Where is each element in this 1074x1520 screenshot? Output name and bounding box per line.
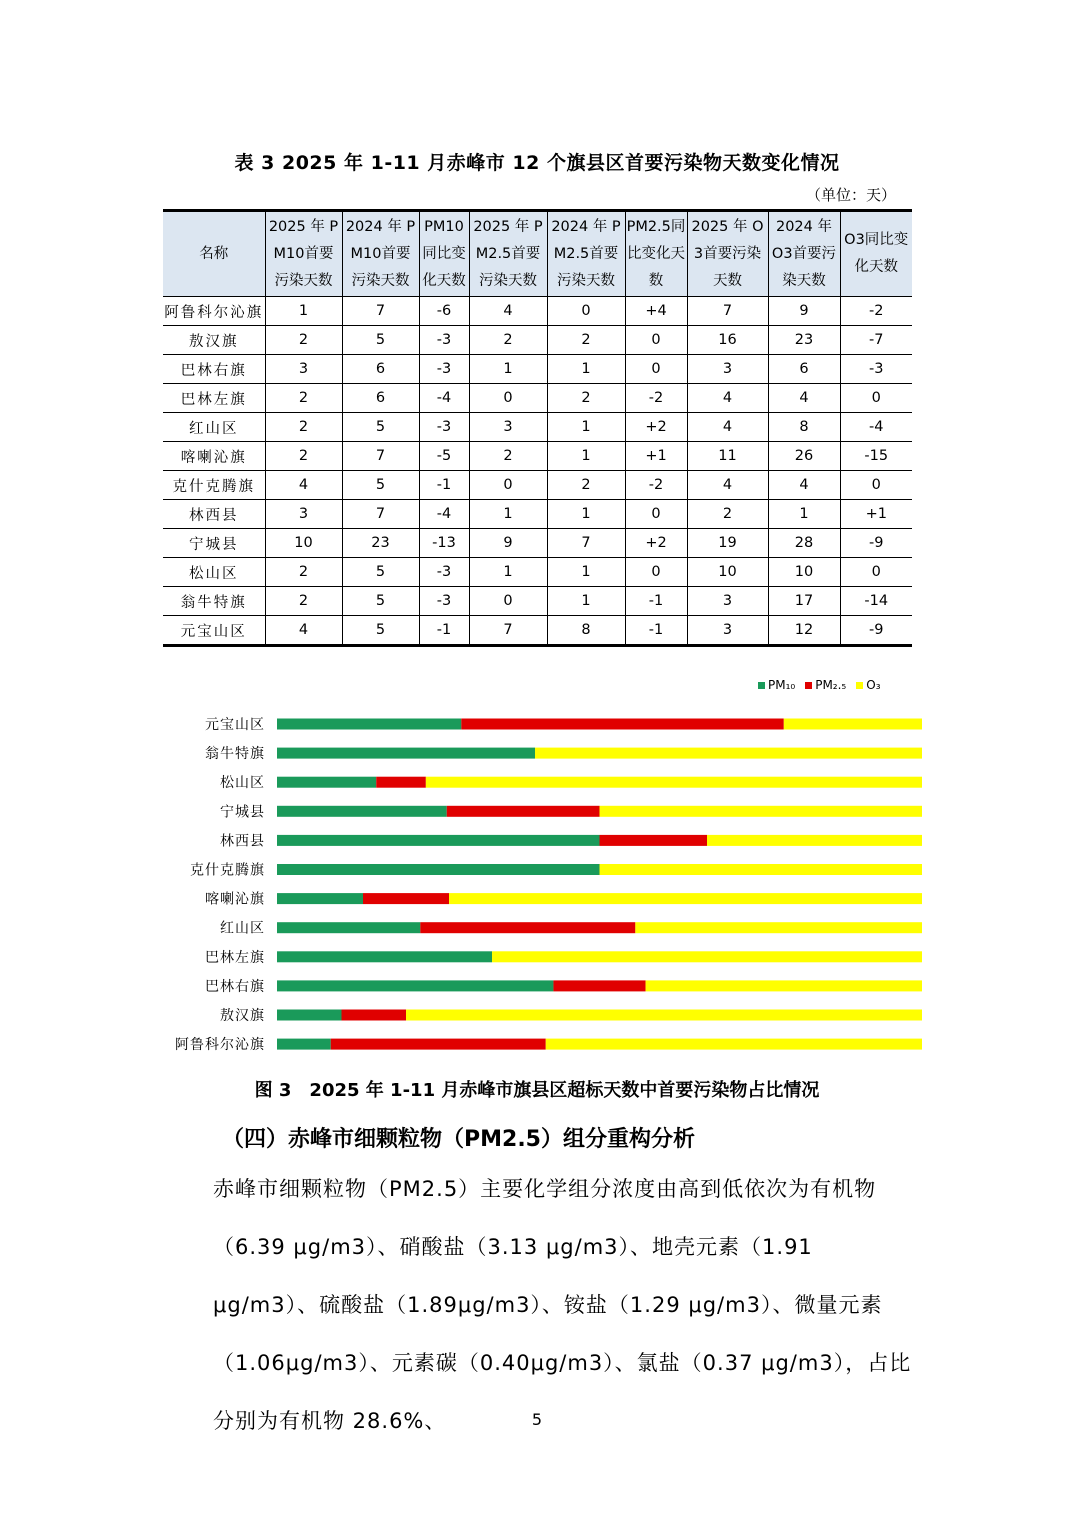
table-cell: 2 bbox=[547, 471, 625, 500]
table-cell-name: 克什克腾旗 bbox=[163, 471, 265, 500]
bar-segment-o3 bbox=[600, 864, 923, 875]
header-o3-2025: 2025 年 O3首要污染天数 bbox=[687, 211, 768, 297]
page-number: 5 bbox=[531, 1410, 543, 1429]
table-cell: 1 bbox=[547, 355, 625, 384]
table-cell: 4 bbox=[687, 384, 768, 413]
table-cell: 4 bbox=[687, 471, 768, 500]
table-cell: 7 bbox=[469, 616, 547, 646]
bar-segment-pm25 bbox=[363, 893, 449, 904]
table-cell: 3 bbox=[687, 587, 768, 616]
table-cell: +1 bbox=[625, 442, 687, 471]
bar-segment-o3 bbox=[600, 806, 923, 817]
table-cell: 0 bbox=[469, 384, 547, 413]
pollutant-days-table bbox=[163, 209, 912, 647]
header-o3-2024: 2024 年 O3首要污染天数 bbox=[768, 211, 840, 297]
table-cell: 2 bbox=[265, 558, 342, 587]
table-cell: 7 bbox=[342, 297, 419, 326]
legend-swatch-o3 bbox=[856, 682, 863, 689]
table-row bbox=[163, 587, 912, 616]
bar-segment-pm25 bbox=[331, 1039, 546, 1050]
table-cell: 2 bbox=[687, 500, 768, 529]
category-label: 翁牛特旗 bbox=[205, 746, 265, 763]
table-cell: 5 bbox=[342, 587, 419, 616]
header-o3-change: O3同比变化天数 bbox=[840, 211, 912, 297]
table-cell: 1 bbox=[547, 558, 625, 587]
table-cell: -13 bbox=[419, 529, 469, 558]
table-cell: -3 bbox=[840, 355, 912, 384]
table-cell: -3 bbox=[419, 587, 469, 616]
table-cell: 2 bbox=[265, 587, 342, 616]
bar-segment-pm25 bbox=[342, 1010, 407, 1021]
header-pm10-change: PM10同比变化天数 bbox=[419, 211, 469, 297]
table-cell: -14 bbox=[840, 587, 912, 616]
table-cell-name: 元宝山区 bbox=[180, 623, 247, 640]
header-pm25-change: PM2.5同比变化天数 bbox=[625, 211, 687, 297]
table-cell-name: 喀喇沁旗 bbox=[163, 442, 265, 471]
table-cell: 10 bbox=[265, 529, 342, 558]
table-cell: 4 bbox=[768, 471, 840, 500]
table-cell: -2 bbox=[840, 297, 912, 326]
table-cell: -6 bbox=[419, 297, 469, 326]
bar-segment-pm10 bbox=[277, 1010, 342, 1021]
legend-swatch-pm10 bbox=[758, 682, 765, 689]
table-cell: 9 bbox=[469, 529, 547, 558]
table-cell: -5 bbox=[419, 442, 469, 471]
table-cell: 23 bbox=[768, 326, 840, 355]
table-cell: 4 bbox=[469, 297, 547, 326]
table-cell: 4 bbox=[768, 384, 840, 413]
table-cell: 2 bbox=[469, 326, 547, 355]
table-cell: 6 bbox=[342, 384, 419, 413]
table-cell: -4 bbox=[419, 384, 469, 413]
category-label: 巴林左旗 bbox=[205, 949, 265, 966]
table-cell: 2 bbox=[265, 442, 342, 471]
bar-segment-pm25 bbox=[420, 922, 635, 933]
bar-segment-pm10 bbox=[277, 806, 447, 817]
bar-segment-pm10 bbox=[277, 719, 461, 730]
bar-segment-pm25 bbox=[461, 719, 784, 730]
table-cell: -4 bbox=[840, 413, 912, 442]
bar-segment-o3 bbox=[635, 922, 922, 933]
legend-swatch-pm25 bbox=[805, 682, 812, 689]
table-cell: 4 bbox=[687, 413, 768, 442]
table-cell: 1 bbox=[547, 587, 625, 616]
table-cell: 2 bbox=[469, 442, 547, 471]
legend-label-pm10: PM₁₀ bbox=[768, 678, 796, 692]
table-cell: 5 bbox=[342, 558, 419, 587]
bar-segment-o3 bbox=[535, 748, 922, 759]
section-heading: （四）赤峰市细颗粒物（PM2.5）组分重构分析 bbox=[222, 1127, 695, 1152]
table-cell: 2 bbox=[265, 326, 342, 355]
figure-caption: 图 3 2025 年 1-11 月赤峰市旗县区超标天数中首要污染物占比情况 bbox=[254, 1080, 820, 1101]
bar-segment-pm10 bbox=[277, 1039, 331, 1050]
table-cell: 0 bbox=[625, 500, 687, 529]
table-cell: 0 bbox=[469, 587, 547, 616]
table-cell: +2 bbox=[625, 413, 687, 442]
bar-segment-pm25 bbox=[600, 835, 708, 846]
table-cell: 9 bbox=[768, 297, 840, 326]
table-cell: 5 bbox=[342, 413, 419, 442]
category-label: 红山区 bbox=[220, 920, 265, 937]
table-cell: 3 bbox=[687, 355, 768, 384]
table-cell: 5 bbox=[342, 326, 419, 355]
table-title: 表 3 2025 年 1-11 月赤峰市 12 个旗县区首要污染物天数变化情况 bbox=[234, 152, 840, 174]
category-label: 松山区 bbox=[220, 775, 265, 792]
table-cell: 6 bbox=[342, 355, 419, 384]
table-cell: 26 bbox=[768, 442, 840, 471]
category-label: 巴林右旗 bbox=[205, 978, 265, 995]
table-cell-name: 巴林右旗 bbox=[163, 355, 265, 384]
table-cell: 5 bbox=[342, 471, 419, 500]
table-cell: 2 bbox=[265, 413, 342, 442]
table-cell: 17 bbox=[768, 587, 840, 616]
bar-segment-pm25 bbox=[447, 806, 600, 817]
body-paragraph bbox=[163, 1160, 915, 1450]
table-cell: -3 bbox=[419, 413, 469, 442]
bar-segment-o3 bbox=[406, 1010, 922, 1021]
category-label: 林西县 bbox=[220, 833, 265, 850]
chart-legend bbox=[758, 678, 881, 692]
bar-segment-pm10 bbox=[277, 748, 535, 759]
table-cell: 0 bbox=[840, 384, 912, 413]
bar-segment-pm10 bbox=[277, 777, 376, 788]
table-cell: 2 bbox=[547, 326, 625, 355]
table-cell: 10 bbox=[768, 558, 840, 587]
table-cell-name: 松山区 bbox=[163, 558, 265, 587]
table-cell: 0 bbox=[840, 558, 912, 587]
table-row bbox=[163, 471, 912, 500]
table-cell: -2 bbox=[625, 384, 687, 413]
bar-segment-o3 bbox=[784, 719, 922, 730]
bar-segment-pm10 bbox=[277, 922, 420, 933]
category-label: 宁城县 bbox=[220, 804, 265, 821]
table-cell-name: 红山区 bbox=[163, 413, 265, 442]
bar-segment-o3 bbox=[492, 951, 922, 962]
header-pm10-2024: 2024 年 PM10首要污染天数 bbox=[342, 211, 419, 297]
table-cell: -7 bbox=[840, 326, 912, 355]
table-cell: +2 bbox=[625, 529, 687, 558]
table-cell: 0 bbox=[625, 326, 687, 355]
table-cell: 1 bbox=[469, 355, 547, 384]
bar-segment-pm10 bbox=[277, 864, 600, 875]
category-label: 喀喇沁旗 bbox=[205, 891, 265, 908]
table-cell: 6 bbox=[768, 355, 840, 384]
table-cell: -1 bbox=[419, 471, 469, 500]
table-cell: -9 bbox=[840, 529, 912, 558]
table-cell-name: 翁牛特旗 bbox=[163, 587, 265, 616]
table-cell: 7 bbox=[547, 529, 625, 558]
table-cell-name: 宁城县 bbox=[163, 529, 265, 558]
header-pm25-2024: 2024 年 PM2.5首要污染天数 bbox=[547, 211, 625, 297]
legend-item-o3 bbox=[856, 678, 880, 692]
table-cell: 0 bbox=[625, 558, 687, 587]
table-cell: 4 bbox=[265, 471, 342, 500]
table-cell: 0 bbox=[547, 297, 625, 326]
table-cell: 16 bbox=[687, 326, 768, 355]
table-cell: -1 bbox=[625, 587, 687, 616]
table-cell: 19 bbox=[687, 529, 768, 558]
table-row bbox=[163, 558, 912, 587]
table-row bbox=[163, 442, 912, 471]
table-cell: 4 bbox=[265, 616, 342, 646]
table-row bbox=[163, 326, 912, 355]
table-cell: 0 bbox=[469, 471, 547, 500]
table-cell: -4 bbox=[419, 500, 469, 529]
bar-segment-o3 bbox=[546, 1039, 922, 1050]
table-cell: -15 bbox=[840, 442, 912, 471]
table-cell: 11 bbox=[687, 442, 768, 471]
table-cell: 7 bbox=[342, 500, 419, 529]
table-cell: 1 bbox=[469, 558, 547, 587]
bar-segment-pm10 bbox=[277, 980, 553, 991]
legend-item-pm10 bbox=[758, 678, 795, 692]
table-cell: 1 bbox=[768, 500, 840, 529]
table-cell: 23 bbox=[342, 529, 419, 558]
table-row bbox=[163, 500, 912, 529]
table-cell-name: 林西县 bbox=[163, 500, 265, 529]
bar-segment-pm25 bbox=[553, 980, 645, 991]
table-row bbox=[163, 413, 912, 442]
table-cell: 7 bbox=[687, 297, 768, 326]
table-cell: 2 bbox=[547, 384, 625, 413]
bar-segment-pm10 bbox=[277, 835, 600, 846]
table-cell-name: 敖汉旗 bbox=[163, 326, 265, 355]
table-row bbox=[163, 384, 912, 413]
table-cell: -9 bbox=[840, 616, 912, 646]
table-row bbox=[163, 616, 912, 646]
table-row bbox=[163, 355, 912, 384]
category-label: 克什克腾旗 bbox=[190, 862, 265, 879]
table-cell: 0 bbox=[840, 471, 912, 500]
table-cell: 10 bbox=[687, 558, 768, 587]
table-cell: 1 bbox=[547, 442, 625, 471]
table-cell: 8 bbox=[547, 616, 625, 646]
header-pm25-2025: 2025 年 PM2.5首要污染天数 bbox=[469, 211, 547, 297]
table-cell: 3 bbox=[265, 500, 342, 529]
bar-segment-o3 bbox=[426, 777, 922, 788]
table-cell: 3 bbox=[469, 413, 547, 442]
category-label: 阿鲁科尔沁旗 bbox=[175, 1037, 265, 1054]
table-cell: 1 bbox=[265, 297, 342, 326]
table-cell: 5 bbox=[342, 616, 419, 646]
legend-label-pm25: PM₂.₅ bbox=[815, 678, 847, 692]
legend-item-pm25 bbox=[805, 678, 846, 692]
category-label: 敖汉旗 bbox=[220, 1008, 265, 1024]
table-cell: 1 bbox=[547, 413, 625, 442]
table-unit: （单位：天） bbox=[805, 186, 896, 204]
bar-segment-pm10 bbox=[277, 951, 492, 962]
table-header-row bbox=[163, 211, 912, 297]
table-cell: 1 bbox=[469, 500, 547, 529]
table-cell: 3 bbox=[687, 616, 768, 646]
bar-segment-o3 bbox=[707, 835, 922, 846]
bar-segment-pm10 bbox=[277, 893, 363, 904]
header-name: 名称 bbox=[163, 211, 265, 297]
table-cell: 12 bbox=[768, 616, 840, 646]
table-cell: 3 bbox=[265, 355, 342, 384]
paragraph-text: 赤峰市细颗粒物（PM2.5）主要化学组分浓度由高到低依次为有机物（6.39 μg/m3）、硝酸盐（3.13 μg/m3）、地壳元素（1.91 μg/m3）、硫酸盐（1.89μg/m3）、铵盐（1.29 μg/m3）、微量元素（1.06μg/m3）、元素碳（0.40μg/m3）、氯盐（0.37 μg/m3），占比分别为有机物 28.6%、 bbox=[213, 1177, 912, 1433]
table-row bbox=[163, 297, 912, 326]
table-cell: -3 bbox=[419, 355, 469, 384]
table-cell: -1 bbox=[625, 616, 687, 646]
header-pm10-2025: 2025 年 PM10首要污染天数 bbox=[265, 211, 342, 297]
table-cell-name: 巴林左旗 bbox=[163, 384, 265, 413]
table-cell: 0 bbox=[625, 355, 687, 384]
table-row bbox=[163, 529, 912, 558]
bar-segment-o3 bbox=[646, 980, 922, 991]
bar-segment-pm25 bbox=[376, 777, 426, 788]
table-cell: 1 bbox=[547, 500, 625, 529]
table-cell: +1 bbox=[840, 500, 912, 529]
table-cell: -1 bbox=[419, 616, 469, 646]
table-cell: -2 bbox=[625, 471, 687, 500]
pollutant-share-chart bbox=[0, 700, 1074, 1070]
table-cell: 2 bbox=[265, 384, 342, 413]
table-cell: 7 bbox=[342, 442, 419, 471]
table-cell: -3 bbox=[419, 326, 469, 355]
legend-label-o3: O₃ bbox=[866, 678, 881, 692]
category-label: 元宝山区 bbox=[205, 717, 265, 733]
table-cell: +4 bbox=[625, 297, 687, 326]
table-cell: -3 bbox=[419, 558, 469, 587]
bar-segment-o3 bbox=[449, 893, 922, 904]
table-cell-name: 阿鲁科尔沁旗 bbox=[163, 297, 265, 326]
table-cell: 28 bbox=[768, 529, 840, 558]
table-cell: 8 bbox=[768, 413, 840, 442]
